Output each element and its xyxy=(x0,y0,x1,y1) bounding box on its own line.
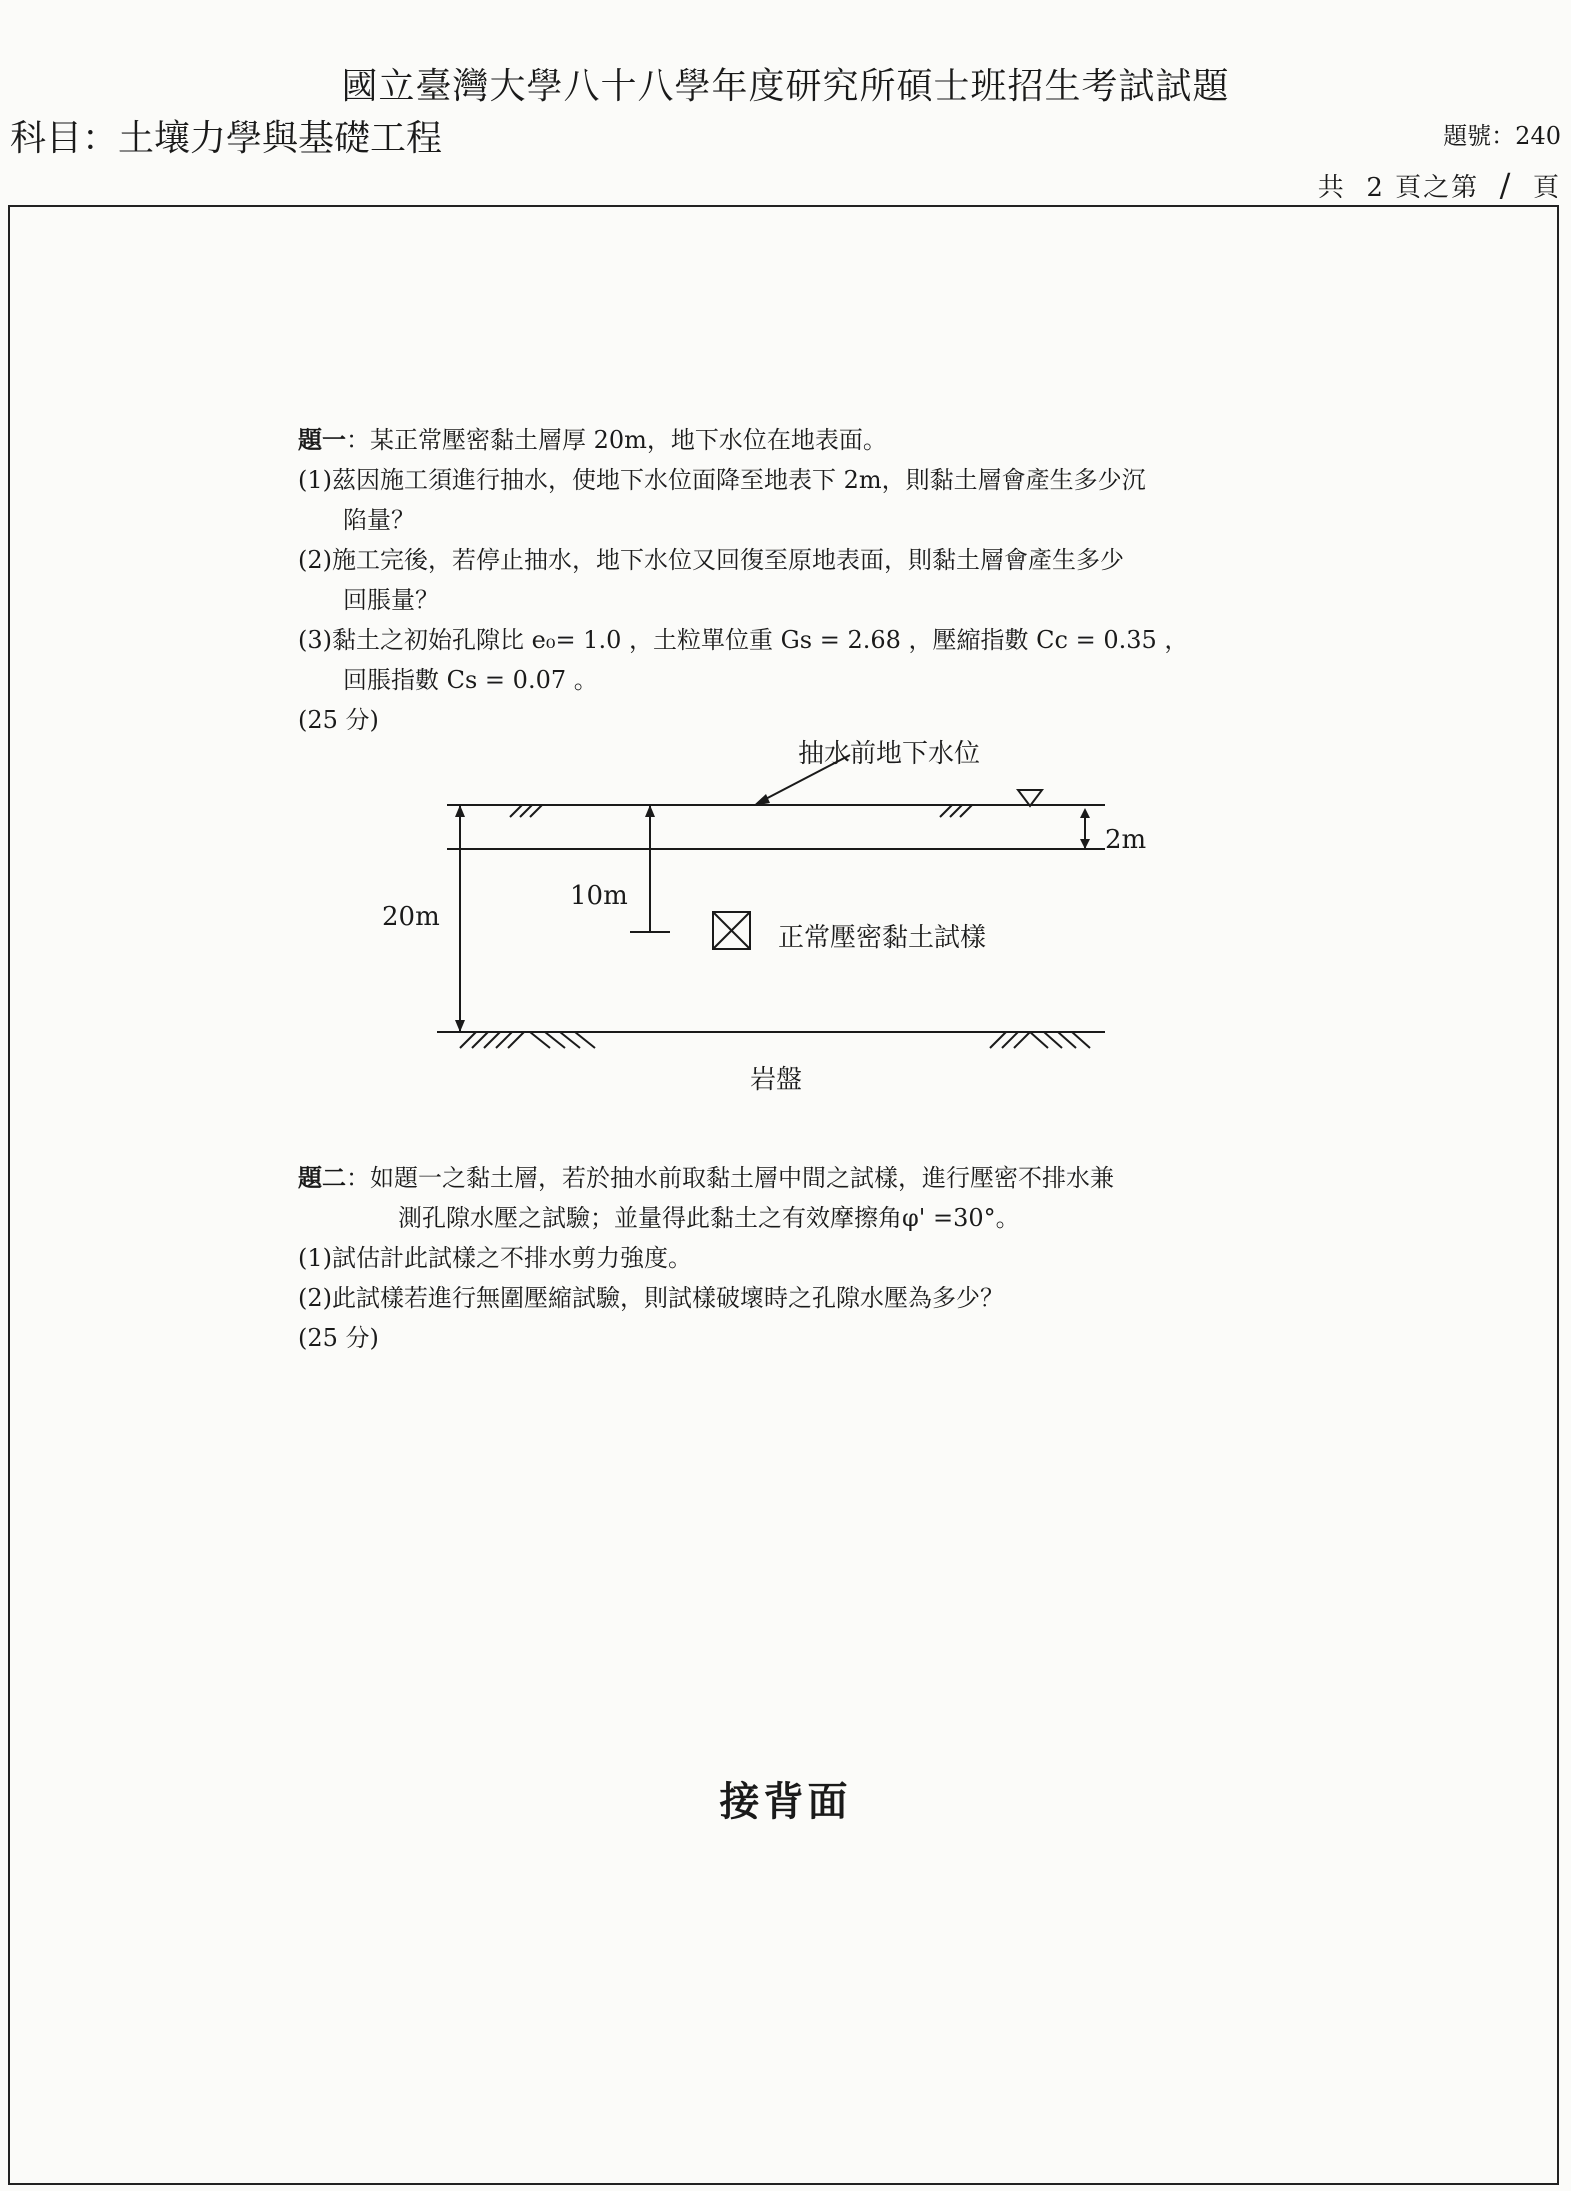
q2-intro: 題二：如題一之黏土層，若於抽水前取黏土層中間之試樣，進行壓密不排水兼 xyxy=(298,1163,1114,1192)
dim-10m-arrow-top xyxy=(645,805,655,817)
q1-part2-cont: 回脹量？ xyxy=(343,586,439,614)
bedrock-hatch-right xyxy=(990,1032,1090,1048)
continue-on-back-note: 接背面 xyxy=(719,1778,852,1825)
q1-score: (25 分) xyxy=(298,706,379,734)
exam-title: 國立臺灣大學八十八學年度研究所碩士班招生考試試題 xyxy=(341,66,1230,107)
thickness-20m-label: 20m xyxy=(382,902,440,932)
pages-middle: 頁之第 xyxy=(1395,173,1480,203)
pages-total: 2 xyxy=(1366,173,1385,203)
depth-2m-label: 2m xyxy=(1105,825,1147,855)
question-2 xyxy=(298,1158,1298,1358)
q1-label: 題一 xyxy=(298,425,346,454)
q1-part3: (3)黏土之初始孔隙比 e₀= 1.0 ，土粒單位重 Gs = 2.68 ，壓縮指數 Cc = 0.35 ， xyxy=(298,626,1189,654)
q1-part1-cont: 陷量？ xyxy=(343,506,415,534)
dim-20m-arrow-top xyxy=(455,805,465,817)
question-1 xyxy=(298,420,1298,740)
surface-hatch-right xyxy=(940,805,972,817)
page-count xyxy=(1318,166,1561,204)
bedrock-label: 岩盤 xyxy=(750,1065,803,1095)
surface-hatch-left xyxy=(510,805,542,817)
pages-prefix: 共 xyxy=(1317,173,1346,203)
q1-part1: (1)茲因施工須進行抽水，使地下水位面降至地表下 2m，則黏土層會產生多少沉 xyxy=(298,466,1146,494)
q2-part2: (2)此試樣若進行無圍壓縮試驗，則試樣破壞時之孔隙水壓為多少？ xyxy=(298,1284,1004,1312)
q2-intro-cont: 測孔隙水壓之試驗；並量得此黏土之有效摩擦角φ' =30°。 xyxy=(398,1204,1020,1232)
dim-2m-arrow-top xyxy=(1080,808,1090,818)
pages-current: / xyxy=(1499,166,1513,204)
dim-20m-arrow-bottom xyxy=(455,1020,465,1032)
q2-label: 題二 xyxy=(298,1163,346,1192)
exam-subject: 科目：土壤力學與基礎工程 xyxy=(10,118,443,159)
question-number: 題號：240 xyxy=(1443,122,1561,150)
water-table-label: 抽水前地下水位 xyxy=(798,739,981,769)
q2-part1: (1)試估計此試樣之不排水剪力強度。 xyxy=(298,1244,692,1272)
bedrock-hatch-left xyxy=(460,1032,595,1048)
q2-score: (25 分) xyxy=(298,1324,379,1352)
water-table-marker-icon xyxy=(1018,790,1042,806)
pages-suffix: 頁 xyxy=(1532,173,1561,203)
dim-2m-arrow-bottom xyxy=(1080,839,1090,849)
q1-part3-cont: 回脹指數 Cs = 0.07 。 xyxy=(343,666,598,694)
q1-part2: (2)施工完後，若停止抽水，地下水位又回復至原地表面，則黏土層會產生多少 xyxy=(298,546,1124,574)
sample-label: 正常壓密黏土試樣 xyxy=(778,923,987,953)
q1-intro: 題一：某正常壓密黏土層厚 20m，地下水位在地表面。 xyxy=(298,425,887,454)
soil-profile-diagram xyxy=(0,720,1571,1100)
depth-10m-label: 10m xyxy=(570,881,628,911)
